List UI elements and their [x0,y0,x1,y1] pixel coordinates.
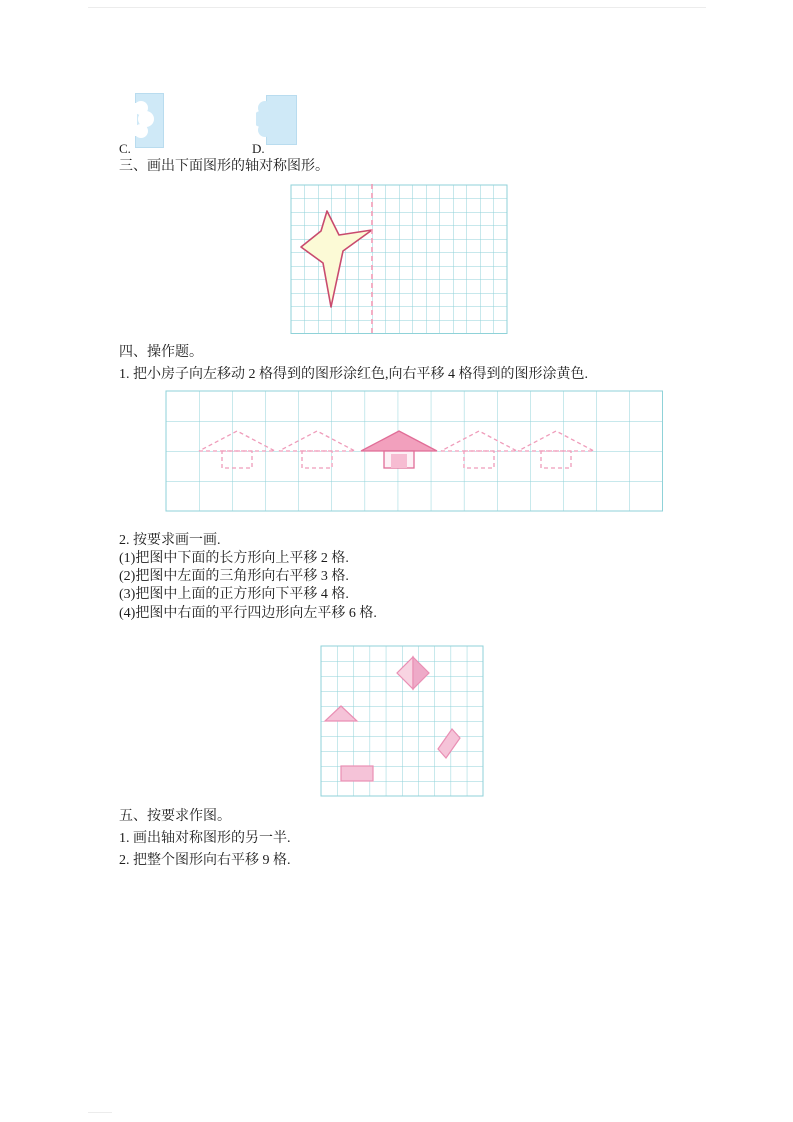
page-bottom-border [88,1112,112,1113]
q5-item2: 2. 把整个图形向右平移 9 格. [119,853,291,868]
q4-title: 四、操作题。 [119,345,203,360]
q5-item1: 1. 画出轴对称图形的另一半. [119,831,291,846]
house-grid-figure [165,390,664,513]
option-c-figure [135,93,165,149]
q4-sub1: (1)把图中下面的长方形向上平移 2 格. [119,551,349,566]
q4-item2: 2. 按要求画一画. [119,533,221,548]
q3-title: 三、画出下面图形的轴对称图形。 [119,159,329,174]
shapes-grid-figure [320,645,485,798]
q4-sub4: (4)把图中右面的平行四边形向左平移 6 格. [119,606,377,621]
q4-sub3: (3)把图中上面的正方形向下平移 4 格. [119,587,349,602]
page-top-border [88,7,706,8]
rectangle-shape [341,766,373,781]
option-c-label: C. [119,141,131,156]
q4-sub2: (2)把图中左面的三角形向右平移 3 格. [119,569,349,584]
q4-item1: 1. 把小房子向左移动 2 格得到的图形涂红色,向右平移 4 格得到的图形涂黄色. [119,367,588,382]
symmetry-grid-figure [290,184,509,335]
option-d-cloud-tab [256,96,297,145]
q5-title: 五、按要求作图。 [119,809,231,824]
option-d-label: D. [252,141,265,156]
